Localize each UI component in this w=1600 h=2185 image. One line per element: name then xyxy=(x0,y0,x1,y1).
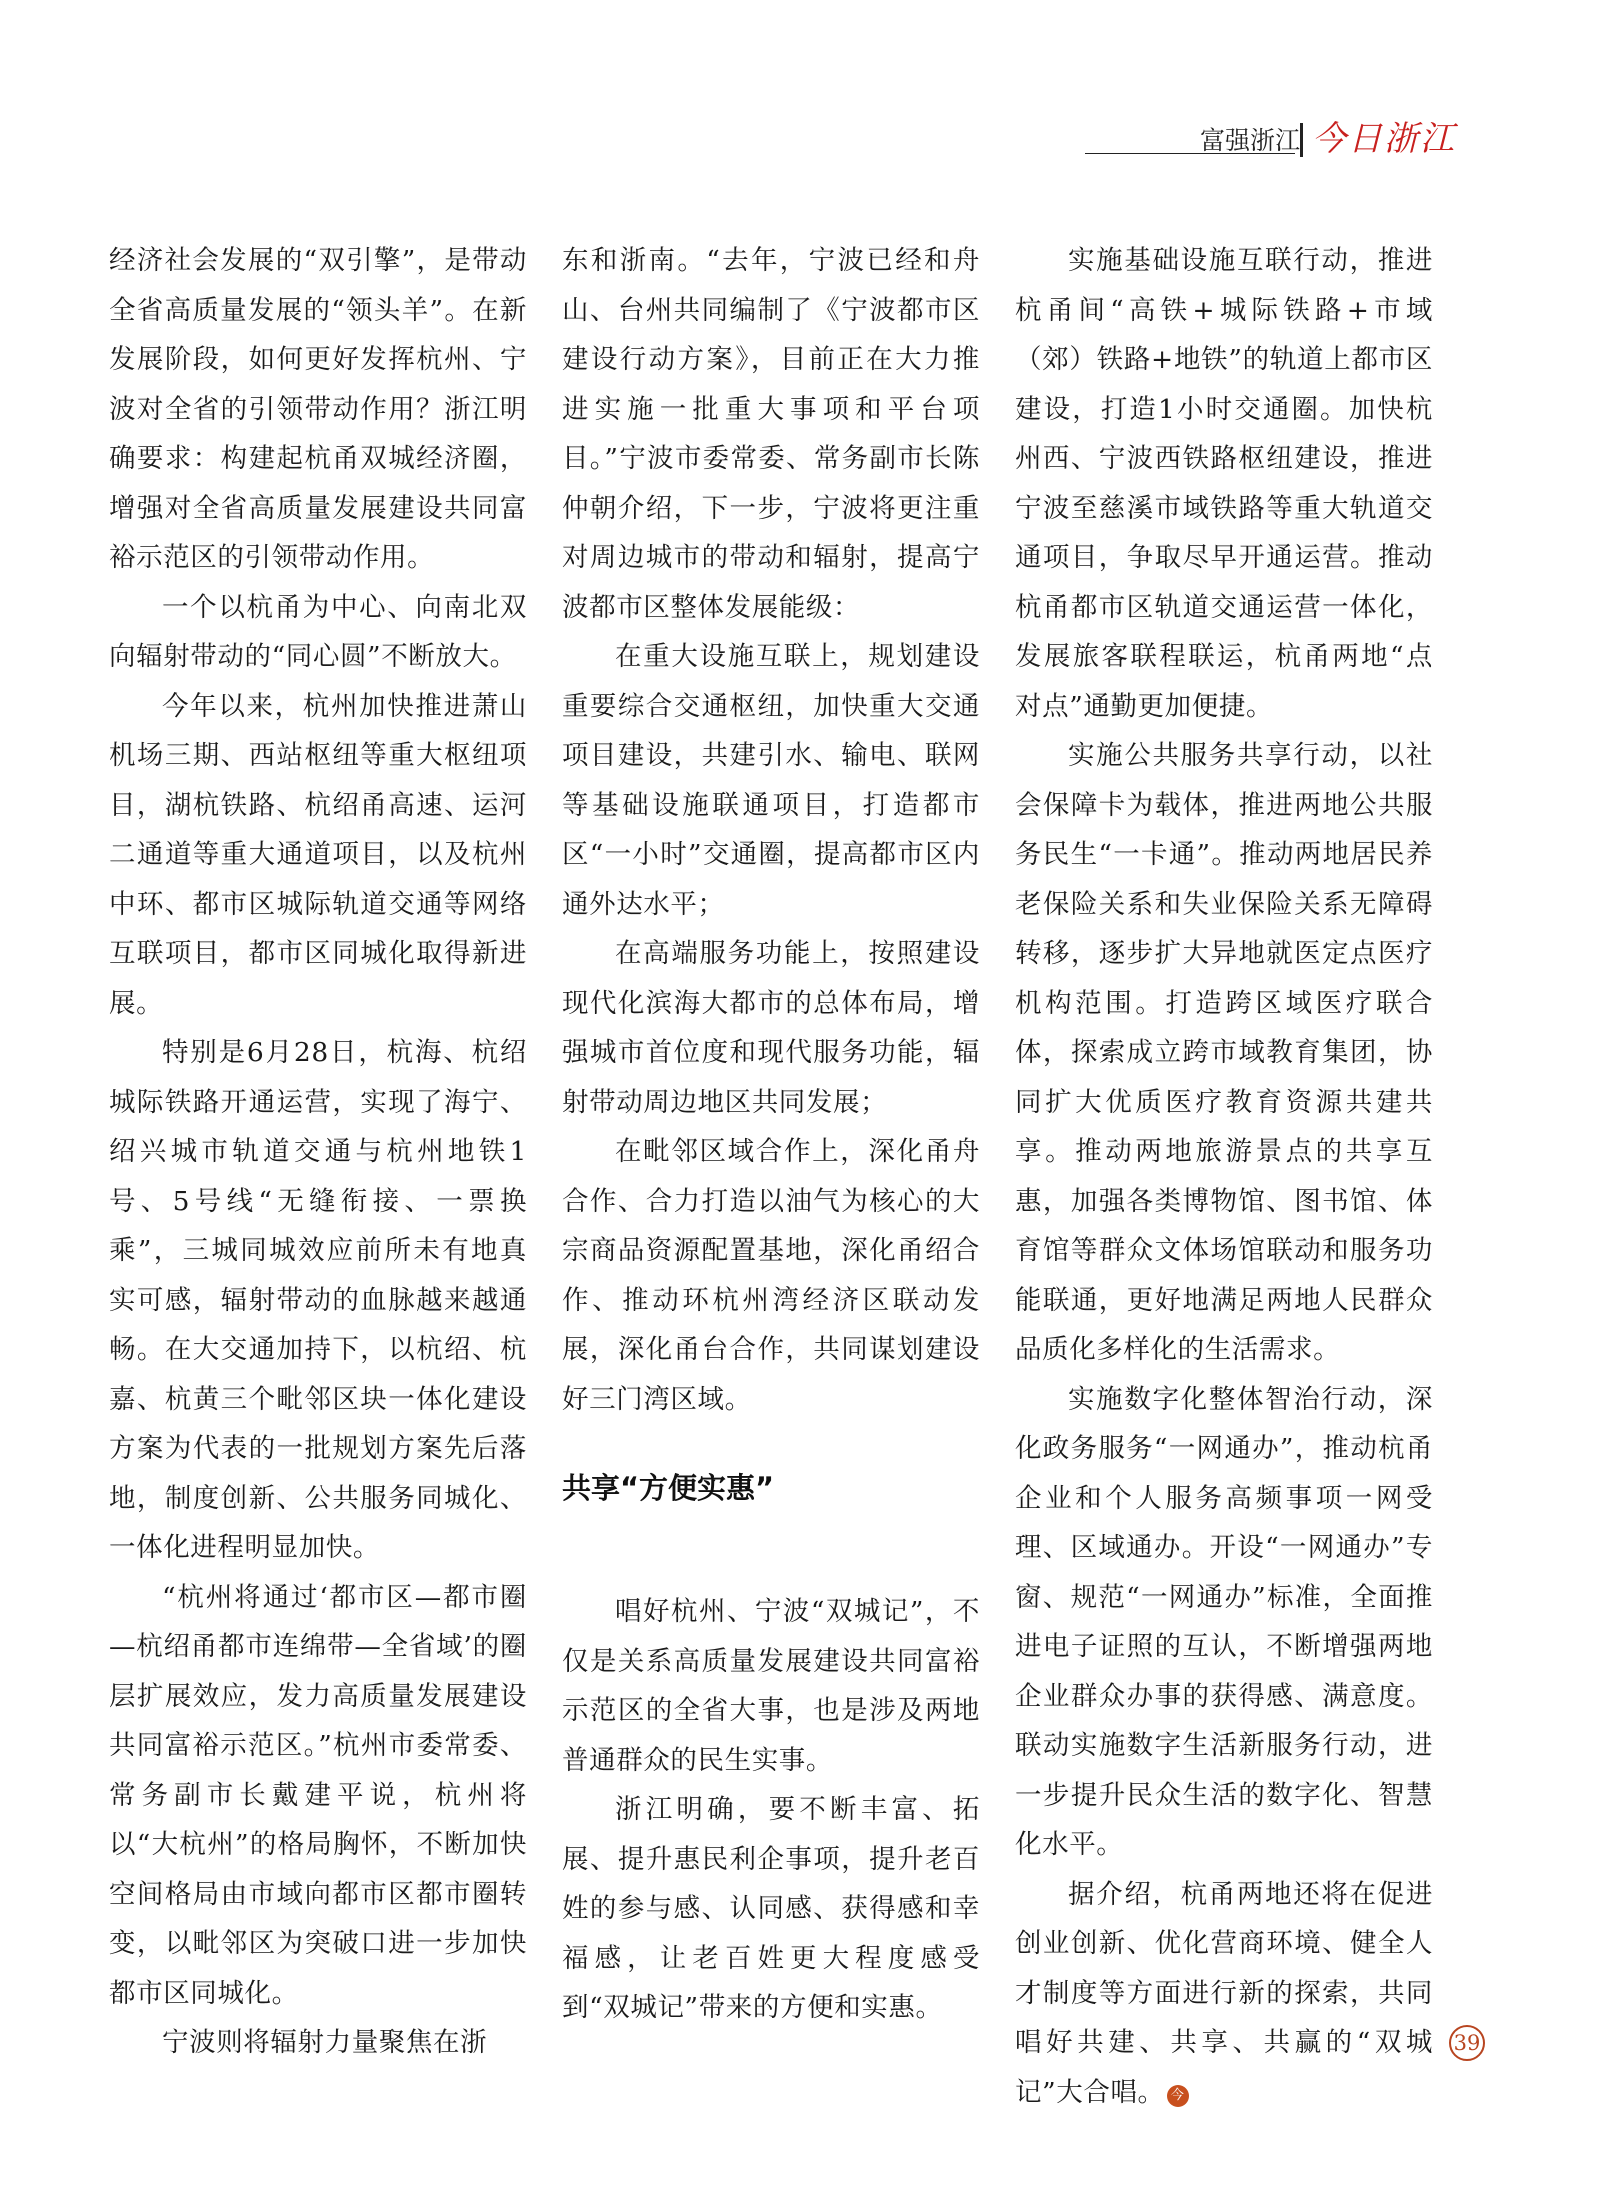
section-subheading: 共享“方便实惠” xyxy=(562,1471,775,1505)
paragraph: 唱好杭州、宁波“双城记”，不仅是关系高质量发展建设共同富裕示范区的全省大事，也是涉及两地普通群众的民生实事。 xyxy=(562,1596,980,1776)
section-title: 富强浙江 xyxy=(1200,126,1301,155)
paragraph: 浙江明确，要不断丰富、拓展、提升惠民利企事项，提升老百姓的参与感、认同感、获得感和幸福感，让老百姓更大程度感受到“双城记”带来的方便和实惠。 xyxy=(562,1794,980,2023)
paragraph: 实施公共服务共享行动，以社会保障卡为载体，推进两地公共服务民生“一卡通”。推动两地居民养老保险关系和失业保险关系无障碍转移，逐步扩大异地就医定点医疗机构范围。打造跨区域医疗联合体，探索成立跨市域教育集团，协同扩大优质医疗教育资源共建共享。推动两地旅游景点的共享互惠，加强各类博物馆、图书馆、体育馆等群众文体场馆联动和服务功能联通，更好地满足两地人民群众品质化多样化的生活需求。 xyxy=(1015,740,1433,1365)
page-number: 39 xyxy=(1449,2025,1485,2061)
article-column-1 xyxy=(109,236,527,2068)
end-mark-icon: 今 xyxy=(1167,2085,1189,2107)
paragraph: 实施基础设施互联行动，推进杭甬间“高铁+城际铁路+市域（郊）铁路+地铁”的轨道上都市区建设，打造1小时交通圈。加快杭州西、宁波西铁路枢纽建设，推进宁波至慈溪市域铁路等重大轨道交通项目，争取尽早开通运营。推动杭甬都市区轨道交通运营一体化，发展旅客联程联运，杭甬两地“点对点”通勤更加便捷。 xyxy=(1015,245,1433,722)
paragraph: 在毗邻区域合作上，深化甬舟合作、合力打造以油气为核心的大宗商品资源配置基地，深化甬绍合作、推动环杭州湾经济区联动发展，深化甬台合作，共同谋划建设好三门湾区域。 xyxy=(562,1136,980,1415)
article-column-3 xyxy=(1015,236,1433,2117)
paragraph: 在重大设施互联上，规划建设重要综合交通枢纽，加快重大交通项目建设，共建引水、输电、联网等基础设施联通项目，打造都市区“一小时”交通圈，提高都市区内通外达水平； xyxy=(562,641,980,920)
article-column-2 xyxy=(562,236,980,2033)
paragraph: 在高端服务功能上，按照建设现代化滨海大都市的总体布局，增强城市首位度和现代服务功能，辐射带动周边地区共同发展； xyxy=(562,938,980,1118)
paragraph: 宁波则将辐射力量聚焦在浙 xyxy=(162,2027,488,2058)
paragraph: 经济社会发展的“双引擎”，是带动全省高质量发展的“领头羊”。在新发展阶段，如何更好发挥杭州、宁波对全省的引领带动作用？浙江明确要求：构建起杭甬双城经济圈，增强对全省高质量发展建设共同富裕示范区的引领带动作用。 xyxy=(109,245,527,573)
paragraph: 东和浙南。“去年，宁波已经和舟山、台州共同编制了《宁波都市区建设行动方案》，目前正在大力推进实施一批重大事项和平台项目。”宁波市委常委、常务副市长陈仲朝介绍，下一步，宁波将更注重对周边城市的带动和辐射，提高宁波都市区整体发展能级： xyxy=(562,245,980,623)
paragraph: 一个以杭甬为中心、向南北双向辐射带动的“同心圆”不断放大。 xyxy=(109,591,527,672)
paragraph: “杭州将通过‘都市区—都市圈—杭绍甬都市连绵带—全省域’的圈层扩展效应，发力高质量发展建设共同富裕示范区。”杭州市委常委、常务副市长戴建平说，杭州将以“大杭州”的格局胸怀，不断加快空间格局由市域向都市区都市圈转变，以毗邻区为突破口进一步加快都市区同城化。 xyxy=(109,1581,527,2009)
paragraph: 实施数字化整体智治行动，深化政务服务“一网通办”，推动杭甬企业和个人服务高频事项一网受理、区域通办。开设“一网通办”专窗、规范“一网通办”标准，全面推进电子证照的互认，不断增强两地企业群众办事的获得感、满意度。联动实施数字生活新服务行动，进一步提升民众生活的数字化、智慧化水平。 xyxy=(1015,1383,1433,1860)
paragraph: 特别是6月28日，杭海、杭绍城际铁路开通运营，实现了海宁、绍兴城市轨道交通与杭州地铁1号、5号线“无缝衔接、一票换乘”，三城同城效应前所未有地真实可感，辐射带动的血脉越来越通畅。在大交通加持下，以杭绍、杭嘉、杭黄三个毗邻区块一体化建设方案为代表的一批规划方案先后落地，制度创新、公共服务同城化、一体化进程明显加快。 xyxy=(109,1037,527,1563)
magazine-logo: 今日浙江 xyxy=(1312,119,1456,159)
paragraph: 今年以来，杭州加快推进萧山机场三期、西站枢纽等重大枢纽项目，湖杭铁路、杭绍甬高速、运河二通道等重大通道项目，以及杭州中环、都市区城际轨道交通等网络互联项目，都市区同城化取得新进展。 xyxy=(109,690,527,1019)
header-divider xyxy=(1300,123,1303,157)
paragraph-text: 据介绍，杭甬两地还将在促进创业创新、优化营商环境、健全人才制度等方面进行新的探索，共同唱好共建、共享、共赢的“双城记”大合唱。 xyxy=(1015,1878,1433,2108)
paragraph xyxy=(1015,1870,1433,2118)
